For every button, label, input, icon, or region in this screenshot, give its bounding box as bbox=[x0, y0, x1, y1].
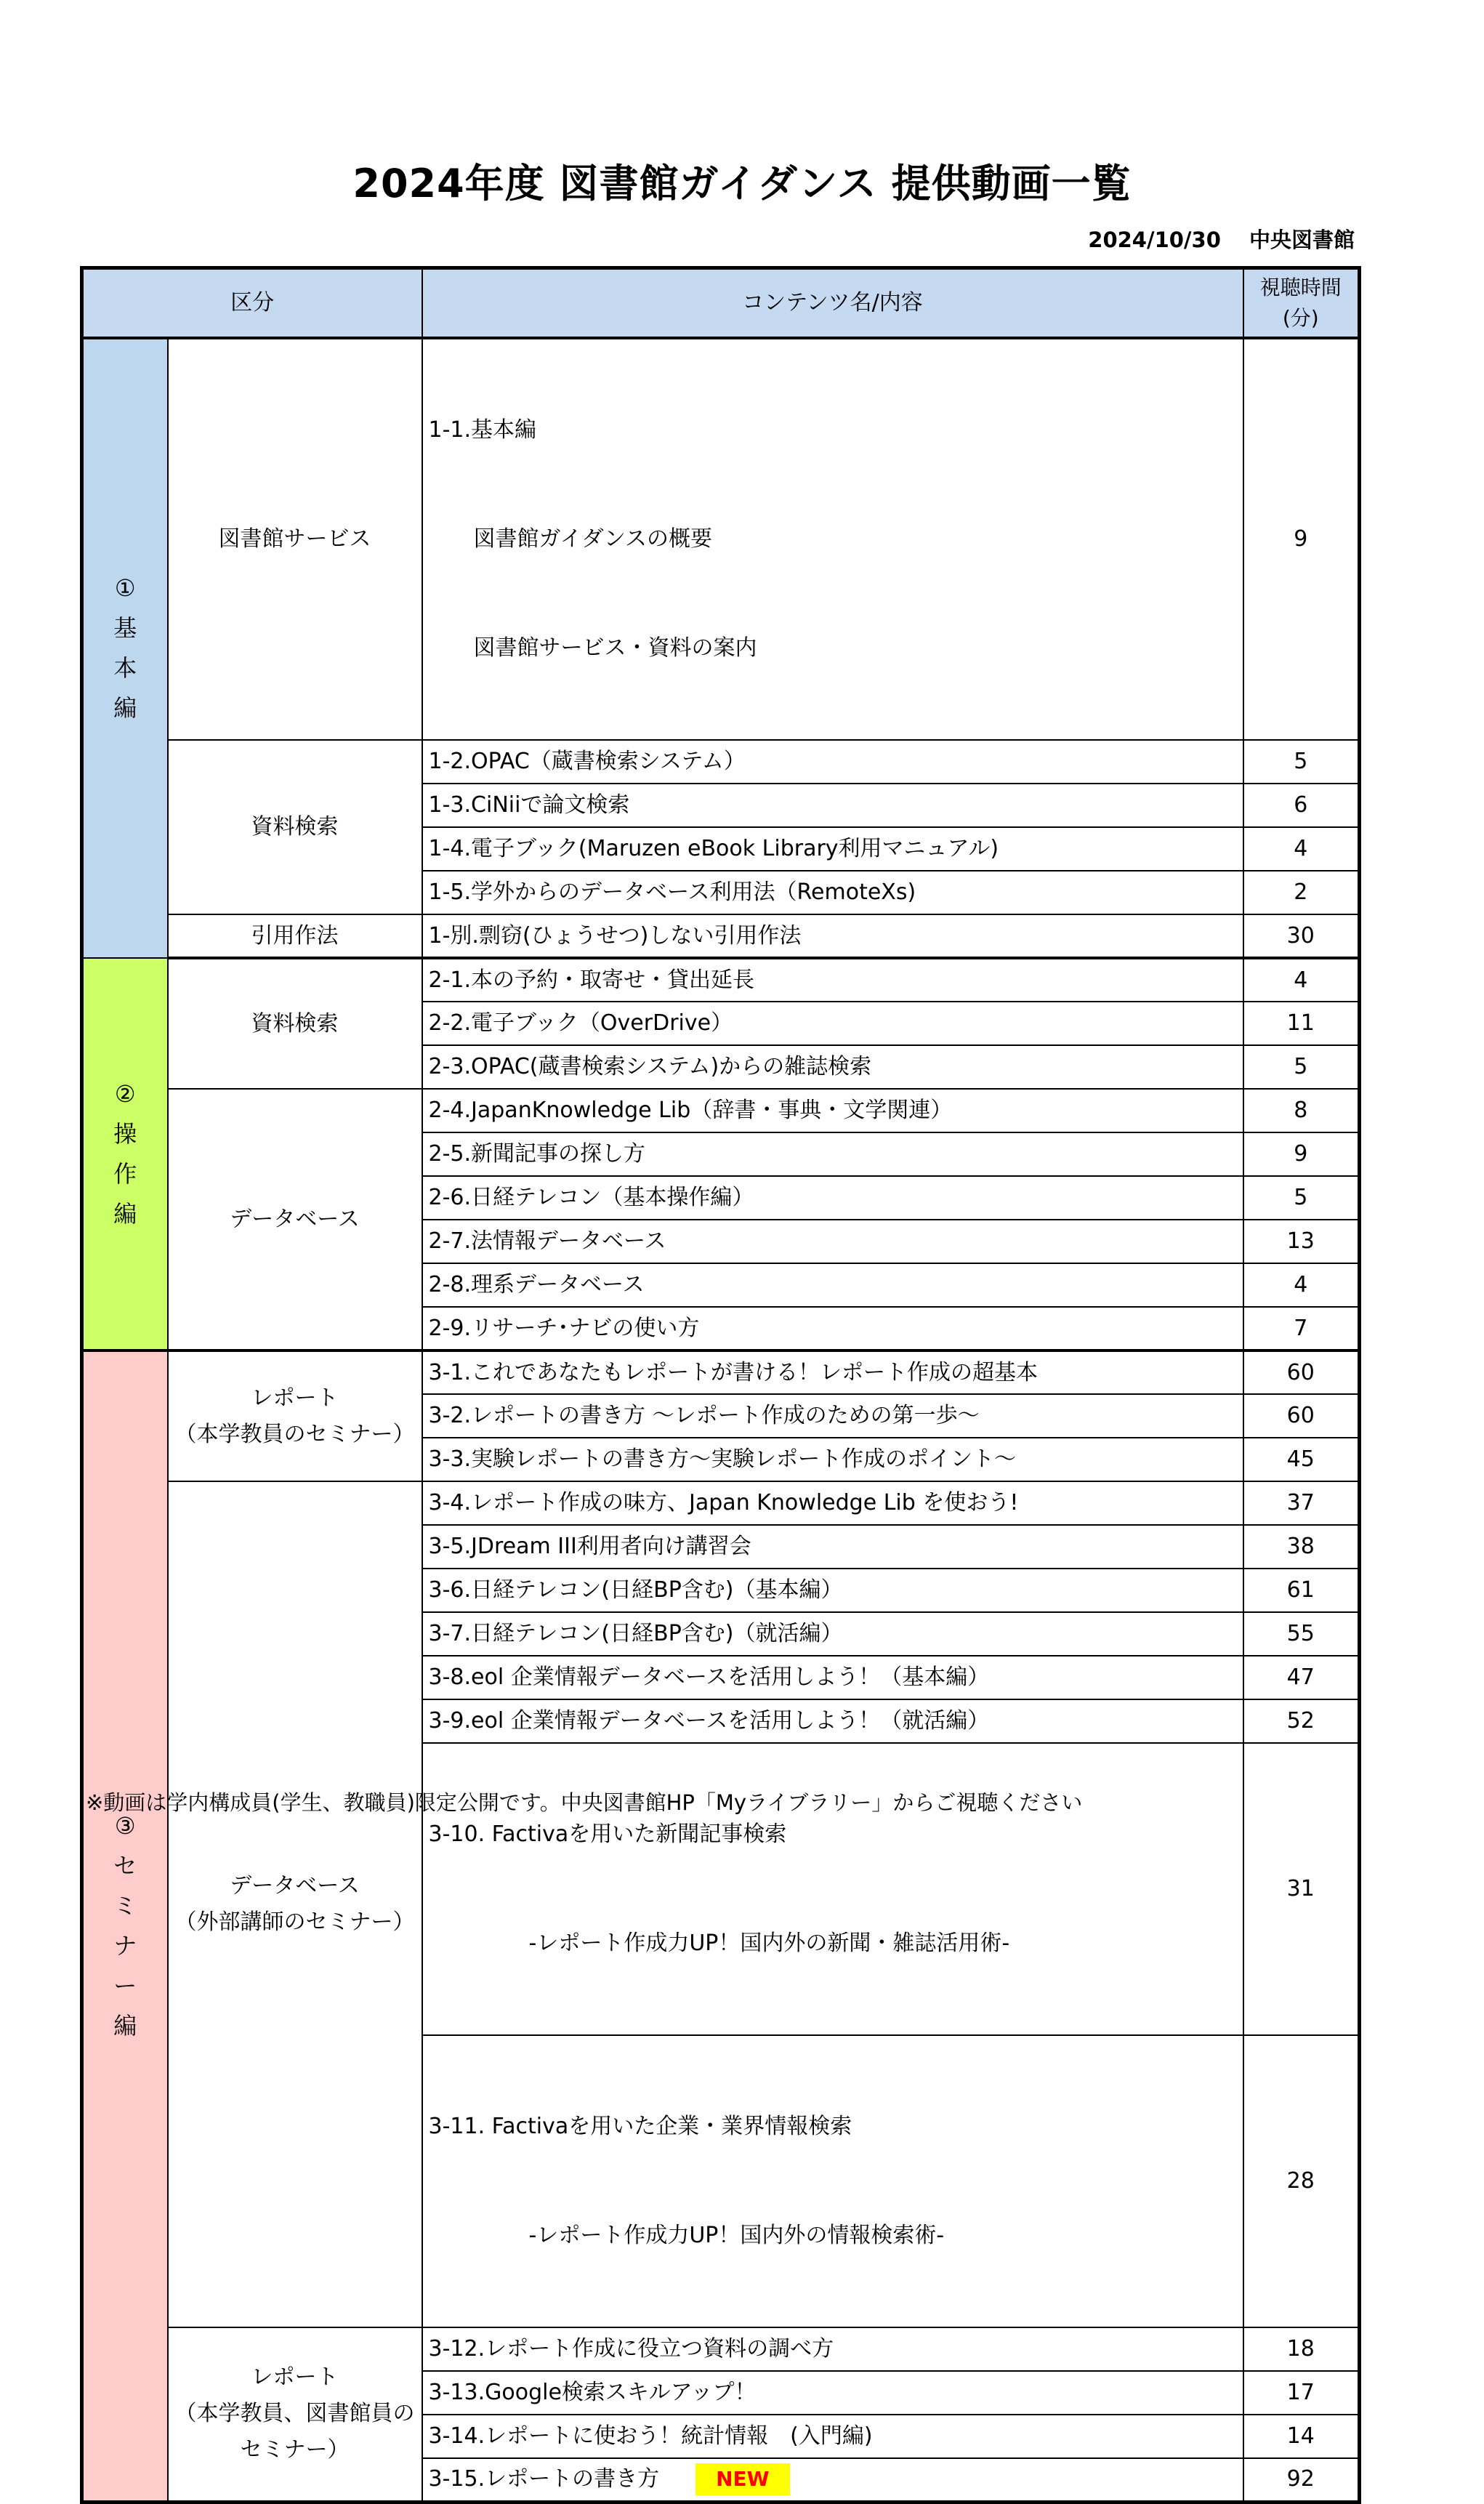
content-cell: 2-6.日経テレコン（基本操作編） bbox=[422, 1176, 1243, 1220]
category-seminar bbox=[82, 1350, 168, 2502]
content-line: 3-10. Factivaを用いた新聞記事検索 bbox=[428, 1821, 787, 1847]
footnote: ※動画は学内構成員(学生、教職員)限定公開です。中央図書館HP「Myライブラリー」からご視聴ください bbox=[86, 1790, 1083, 1815]
content-cell: 3-2.レポートの書き方 ～レポート作成のための第一歩～ bbox=[422, 1394, 1243, 1438]
subcategory-report-staff bbox=[168, 2327, 422, 2502]
header-time-line1: 視聴時間 bbox=[1259, 275, 1342, 299]
time-cell: 18 bbox=[1243, 2327, 1360, 2371]
table-row bbox=[82, 740, 1360, 784]
subcategory-line: データベース bbox=[230, 1873, 360, 1899]
subcategory-database-external bbox=[168, 1481, 422, 2327]
category-char: ミ bbox=[113, 1891, 137, 1920]
time-cell: 45 bbox=[1243, 1438, 1360, 1481]
content-cell: 2-4.JapanKnowledge Lib（辞書・事典・文学関連） bbox=[422, 1089, 1243, 1132]
content-cell bbox=[422, 338, 1243, 740]
table-row bbox=[82, 338, 1360, 740]
time-cell: 9 bbox=[1243, 338, 1360, 740]
time-cell: 92 bbox=[1243, 2458, 1360, 2502]
header-category: 区分 bbox=[82, 268, 422, 339]
category-char: 編 bbox=[113, 694, 137, 722]
content-cell: 3-8.eol 企業情報データベースを活用しよう！（基本編） bbox=[422, 1656, 1243, 1699]
time-cell: 38 bbox=[1243, 1525, 1360, 1569]
content-cell: 3-14.レポートに使おう！統計情報 (入門編) bbox=[422, 2415, 1243, 2458]
category-char: セ bbox=[113, 1851, 137, 1880]
content-cell: 3-12.レポート作成に役立つ資料の調べ方 bbox=[422, 2327, 1243, 2371]
page-title: 2024年度 図書館ガイダンス 提供動画一覧 bbox=[352, 161, 1132, 206]
time-cell: 30 bbox=[1243, 914, 1360, 958]
time-cell: 31 bbox=[1243, 1743, 1360, 2035]
content-cell: 1-3.CiNiiで論文検索 bbox=[422, 784, 1243, 827]
table-row bbox=[82, 914, 1360, 958]
time-cell: 11 bbox=[1243, 1002, 1360, 1045]
category-char: 基 bbox=[113, 614, 137, 642]
category-char: 編 bbox=[113, 2011, 137, 2040]
time-cell: 4 bbox=[1243, 827, 1360, 871]
time-cell: 4 bbox=[1243, 958, 1360, 1002]
table-row bbox=[82, 1481, 1360, 1525]
date-line bbox=[1088, 224, 1355, 254]
category-num: ③ bbox=[114, 1811, 136, 1840]
content-line: 図書館ガイダンスの概要 bbox=[473, 526, 712, 552]
table-row bbox=[82, 958, 1360, 1002]
publisher: 中央図書館 bbox=[1249, 228, 1355, 252]
subcategory-line: （本学教員のセミナー） bbox=[174, 1421, 415, 1447]
time-cell: 60 bbox=[1243, 1350, 1360, 1394]
subcategory-library-service: 図書館サービス bbox=[168, 338, 422, 740]
time-cell: 5 bbox=[1243, 1045, 1360, 1089]
subcategory-report-faculty bbox=[168, 1350, 422, 1481]
time-cell: 5 bbox=[1243, 1176, 1360, 1220]
content-cell: 1-4.電子ブック(Maruzen eBook Library利用マニュアル) bbox=[422, 827, 1243, 871]
table-header-row bbox=[82, 268, 1360, 339]
content-text: 3-15.レポートの書き方 bbox=[428, 2466, 660, 2492]
content-cell: 1-5.学外からのデータベース利用法（RemoteXs) bbox=[422, 871, 1243, 914]
time-cell: 37 bbox=[1243, 1481, 1360, 1525]
time-cell: 14 bbox=[1243, 2415, 1360, 2458]
category-char: ー bbox=[113, 1971, 137, 2000]
time-cell: 17 bbox=[1243, 2371, 1360, 2415]
subcategory-line: レポート bbox=[251, 1385, 339, 1411]
subcategory-line: レポート bbox=[251, 2364, 339, 2391]
category-basic bbox=[82, 338, 168, 958]
category-char: 作 bbox=[113, 1159, 137, 1188]
time-cell: 60 bbox=[1243, 1394, 1360, 1438]
subcategory-search: 資料検索 bbox=[168, 740, 422, 914]
table-row bbox=[82, 1089, 1360, 1132]
content-cell: 3-7.日経テレコン(日経BP含む)（就活編） bbox=[422, 1612, 1243, 1656]
category-operation bbox=[82, 958, 168, 1350]
table-row bbox=[82, 2327, 1360, 2371]
content-cell bbox=[422, 2035, 1243, 2327]
time-cell: 55 bbox=[1243, 1612, 1360, 1656]
new-badge: NEW bbox=[695, 2463, 789, 2495]
content-cell: 2-2.電子ブック（OverDrive） bbox=[422, 1002, 1243, 1045]
time-cell: 5 bbox=[1243, 740, 1360, 784]
content-cell: 2-1.本の予約・取寄せ・貸出延長 bbox=[422, 958, 1243, 1002]
time-cell: 6 bbox=[1243, 784, 1360, 827]
time-cell: 47 bbox=[1243, 1656, 1360, 1699]
content-cell: 2-9.リサーチ･ナビの使い方 bbox=[422, 1307, 1243, 1350]
content-cell: 2-7.法情報データベース bbox=[422, 1220, 1243, 1263]
content-line: 1-1.基本編 bbox=[428, 417, 537, 443]
content-cell: 3-5.JDream III利用者向け講習会 bbox=[422, 1525, 1243, 1569]
header-content: コンテンツ名/内容 bbox=[422, 268, 1243, 339]
category-num: ② bbox=[114, 1079, 136, 1108]
subcategory-search: 資料検索 bbox=[168, 958, 422, 1089]
category-num: ① bbox=[114, 574, 136, 602]
content-cell: 3-9.eol 企業情報データベースを活用しよう！（就活編） bbox=[422, 1699, 1243, 1743]
time-cell: 28 bbox=[1243, 2035, 1360, 2327]
content-cell: 3-6.日経テレコン(日経BP含む)（基本編） bbox=[422, 1569, 1243, 1612]
content-cell: 3-4.レポート作成の味方、Japan Knowledge Lib を使おう! bbox=[422, 1481, 1243, 1525]
content-cell: 3-13.Google検索スキルアップ！ bbox=[422, 2371, 1243, 2415]
time-cell: 9 bbox=[1243, 1132, 1360, 1176]
content-line: 図書館サービス・資料の案内 bbox=[473, 635, 757, 661]
content-cell bbox=[422, 2458, 1243, 2502]
table-row bbox=[82, 1350, 1360, 1394]
subcategory-database: データベース bbox=[168, 1089, 422, 1350]
time-cell: 2 bbox=[1243, 871, 1360, 914]
time-cell: 7 bbox=[1243, 1307, 1360, 1350]
publish-date: 2024/10/30 bbox=[1088, 228, 1221, 252]
time-cell: 4 bbox=[1243, 1263, 1360, 1307]
video-list-table bbox=[80, 266, 1361, 2504]
content-cell: 3-3.実験レポートの書き方～実験レポート作成のポイント～ bbox=[422, 1438, 1243, 1481]
header-time bbox=[1243, 268, 1360, 339]
time-cell: 52 bbox=[1243, 1699, 1360, 1743]
category-char: 編 bbox=[113, 1199, 137, 1228]
category-char: ナ bbox=[113, 1931, 137, 1960]
content-line: -レポート作成力UP！国内外の新聞・雑誌活用術- bbox=[528, 1931, 1010, 1956]
content-line: -レポート作成力UP！国内外の情報検索術- bbox=[528, 2223, 945, 2248]
header-time-line2: (分) bbox=[1282, 306, 1319, 330]
category-char: 操 bbox=[113, 1119, 137, 1148]
time-cell: 61 bbox=[1243, 1569, 1360, 1612]
content-cell: 2-3.OPAC(蔵書検索システム)からの雑誌検索 bbox=[422, 1045, 1243, 1089]
content-cell: 1-別.剽窃(ひょうせつ)しない引用作法 bbox=[422, 914, 1243, 958]
time-cell: 8 bbox=[1243, 1089, 1360, 1132]
subcategory-line: （本学教員、図書館員の bbox=[174, 2401, 415, 2427]
content-cell: 2-5.新聞記事の探し方 bbox=[422, 1132, 1243, 1176]
time-cell: 13 bbox=[1243, 1220, 1360, 1263]
content-line: 3-11. Factivaを用いた企業・業界情報検索 bbox=[428, 2114, 852, 2139]
content-cell: 2-8.理系データベース bbox=[422, 1263, 1243, 1307]
subcategory-line: セミナー） bbox=[240, 2437, 350, 2463]
subcategory-line: （外部講師のセミナー） bbox=[174, 1909, 415, 1935]
content-cell: 3-1.これであなたもレポートが書ける！レポート作成の超基本 bbox=[422, 1350, 1243, 1394]
content-cell: 1-2.OPAC（蔵書検索システム） bbox=[422, 740, 1243, 784]
category-char: 本 bbox=[113, 654, 137, 682]
subcategory-citation: 引用作法 bbox=[168, 914, 422, 958]
